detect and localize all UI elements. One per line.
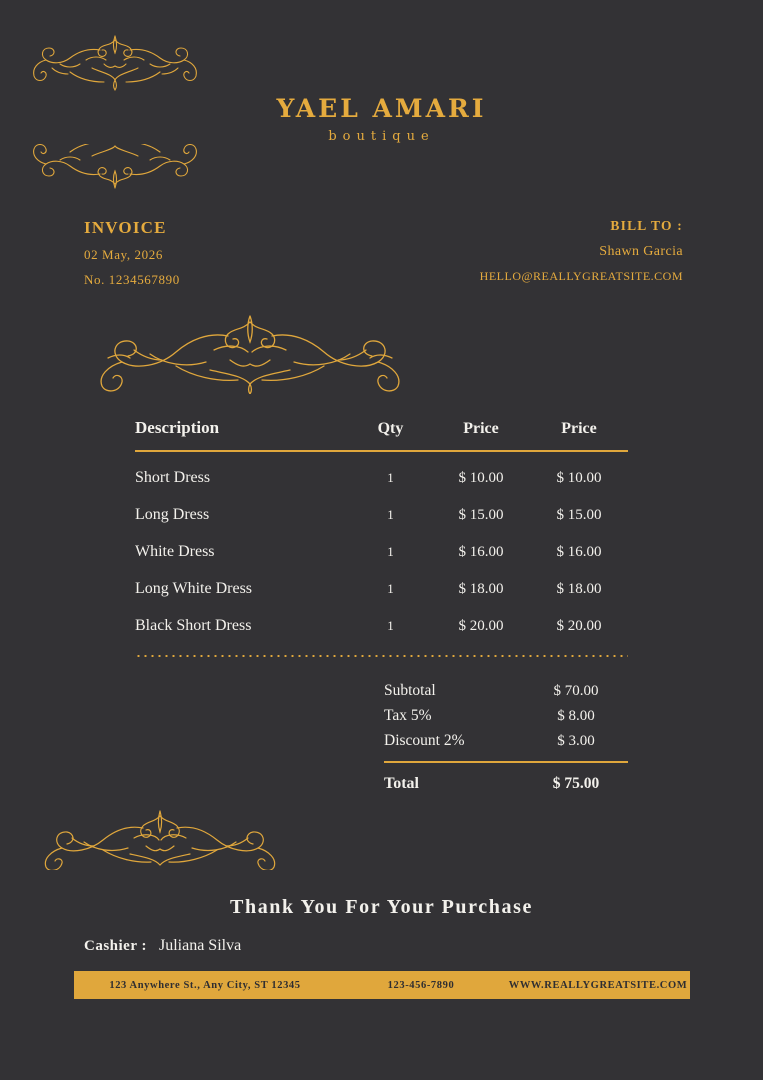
bill-to-name: Shawn Garcia bbox=[599, 244, 683, 259]
cell-description: White Dress bbox=[135, 543, 215, 561]
cell-total: $ 16.00 bbox=[556, 544, 602, 561]
table-row bbox=[135, 608, 628, 645]
cell-total: $ 18.00 bbox=[556, 581, 602, 598]
subtotal-label: Subtotal bbox=[384, 681, 436, 699]
invoice-number: No. 1234567890 bbox=[84, 272, 180, 287]
cell-total: $ 20.00 bbox=[556, 618, 602, 635]
discount-value: $ 3.00 bbox=[557, 732, 595, 749]
cashier-name: Juliana Silva bbox=[158, 937, 242, 954]
tax-label: Tax 5% bbox=[384, 706, 432, 724]
column-header-price: Price bbox=[463, 420, 499, 437]
logo-bottom-ornament-icon bbox=[0, 144, 763, 190]
cell-total: $ 15.00 bbox=[556, 507, 602, 524]
cell-qty: 1 bbox=[387, 544, 394, 560]
tax-value: $ 8.00 bbox=[557, 707, 595, 724]
line-items-table bbox=[135, 418, 628, 657]
footer-address: 123 Anywhere St., Any City, ST 12345 bbox=[109, 979, 301, 991]
cell-qty: 1 bbox=[387, 581, 394, 597]
cell-price: $ 15.00 bbox=[458, 507, 504, 524]
brand-tagline: boutique bbox=[328, 129, 435, 144]
total-label: Total bbox=[384, 774, 419, 792]
cell-qty: 1 bbox=[387, 618, 394, 634]
invoice-title: INVOICE bbox=[84, 218, 167, 237]
cell-price: $ 18.00 bbox=[458, 581, 504, 598]
footer-phone[interactable]: 123-456-7890 bbox=[387, 979, 455, 991]
cell-description: Long Dress bbox=[135, 506, 210, 524]
tax-row bbox=[384, 703, 628, 728]
footer-website[interactable]: WWW.REALLYGREATSITE.COM bbox=[508, 979, 688, 991]
brand-logo bbox=[0, 34, 763, 190]
cell-qty: 1 bbox=[387, 507, 394, 523]
column-header-description: Description bbox=[135, 418, 220, 437]
cell-description: Short Dress bbox=[135, 469, 211, 487]
column-header-total: Price bbox=[561, 420, 597, 437]
discount-row bbox=[384, 728, 628, 753]
invoice-date: 02 May, 2026 bbox=[84, 247, 163, 262]
table-row bbox=[135, 571, 628, 608]
total-value: $ 75.00 bbox=[552, 774, 600, 792]
table-row bbox=[135, 534, 628, 571]
divider-ornament-top-icon bbox=[0, 312, 763, 394]
bill-to-block bbox=[480, 218, 683, 284]
invoice-meta bbox=[84, 218, 180, 288]
table-bottom-dotted-rule bbox=[135, 655, 628, 657]
footer-contact-bar bbox=[74, 971, 690, 999]
column-header-qty: Qty bbox=[377, 420, 404, 437]
divider-ornament-bottom-icon bbox=[0, 808, 763, 870]
subtotal-value: $ 70.00 bbox=[553, 682, 599, 699]
cashier-block bbox=[84, 937, 241, 955]
table-row bbox=[135, 460, 628, 497]
cell-total: $ 10.00 bbox=[556, 470, 602, 487]
cell-qty: 1 bbox=[387, 470, 394, 486]
cashier-label: Cashier : bbox=[84, 938, 147, 954]
cell-price: $ 20.00 bbox=[458, 618, 504, 635]
totals-rule bbox=[384, 761, 628, 763]
bill-to-email: HELLO@REALLYGREATSITE.COM bbox=[479, 269, 683, 283]
bill-to-label: BILL TO : bbox=[610, 218, 683, 233]
cell-price: $ 10.00 bbox=[458, 470, 504, 487]
cell-description: Long White Dress bbox=[135, 580, 253, 598]
cell-price: $ 16.00 bbox=[458, 544, 504, 561]
logo-top-ornament-icon bbox=[0, 34, 763, 92]
total-row bbox=[384, 771, 628, 796]
totals-block bbox=[384, 678, 628, 796]
table-header-row bbox=[135, 418, 628, 450]
subtotal-row bbox=[384, 678, 628, 703]
thank-you-text: Thank You For Your Purchase bbox=[230, 896, 533, 918]
discount-label: Discount 2% bbox=[384, 731, 465, 749]
cell-description: Black Short Dress bbox=[135, 617, 252, 635]
table-row bbox=[135, 497, 628, 534]
table-body bbox=[135, 452, 628, 645]
brand-name: YAEL AMARI bbox=[276, 94, 487, 123]
